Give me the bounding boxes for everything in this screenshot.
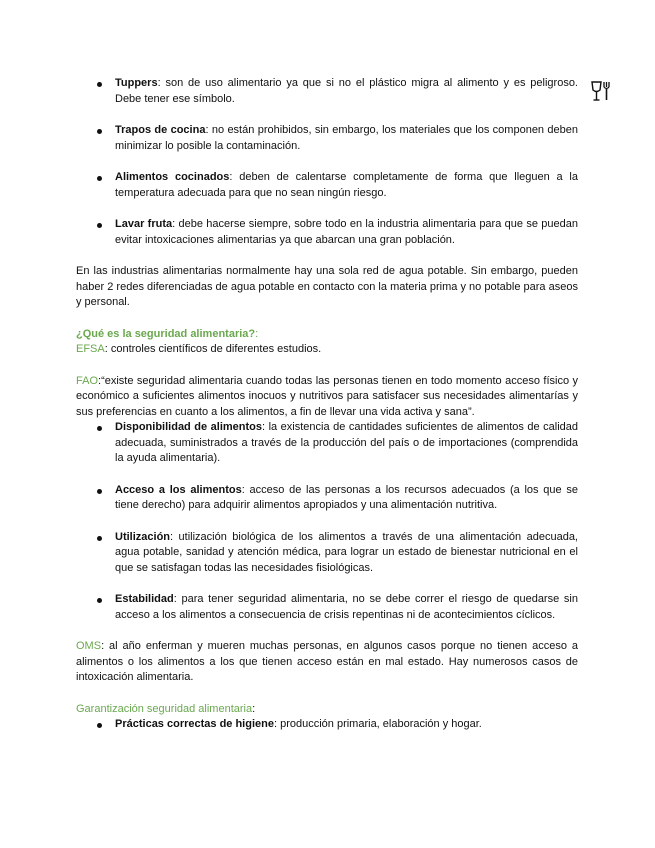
food-safe-glass-fork-icon xyxy=(589,79,613,103)
list-fao-dimensions xyxy=(76,420,578,623)
list-item: Estabilidad: para tener seguridad alimentaria, no se debe correr el riesgo de quedarse sin acceso a los alimentos a consecuencia de crisis repentinas ni de acontecimientos cíclicos. xyxy=(76,592,578,623)
list-garantizacion xyxy=(76,717,578,733)
paragraph-efsa: EFSA: controles científicos de diferentes estudios. xyxy=(76,343,322,355)
list-item: Trapos de cocina: no están prohibidos, sin embargo, los materiales que los componen deben minimizar lo posible la contaminación. xyxy=(76,123,578,154)
list-kitchen-items xyxy=(76,76,578,248)
paragraph-fao: FAO:“existe seguridad alimentaria cuando todas las personas tienen en todo momento acceso físico y económico a suficientes alimentos inocuos y nutritivos para satisfacer sus necesidades alimentarías y sus preferencias en cuanto a los alimentos, a fin de llevar una vida activa y sana”. xyxy=(76,374,578,418)
paragraph-oms: OMS: al año enferman y mueren muchas personas, en algunos casos porque no tienen acceso a alimentos o los alimentos a los que tienen acceso están en mal estado. Hay numerosos casos de intoxicación alimentaria. xyxy=(76,640,578,683)
document-page xyxy=(76,76,578,733)
heading-garantizacion: Garantización seguridad alimentaria: xyxy=(76,702,256,715)
list-item: Prácticas correctas de higiene: producción primaria, elaboración y hogar. xyxy=(76,717,578,733)
list-item: Alimentos cocinados: deben de calentarse completamente de forma que lleguen a la temperatura adecuada para que no sean ningún riesgo. xyxy=(76,170,578,201)
list-item: Lavar fruta: debe hacerse siempre, sobre todo en la industria alimentaria para que se puedan evitar intoxicaciones alimentarias ya que abarcan una gran población. xyxy=(76,217,578,248)
heading-seguridad-alimentaria: ¿Qué es la seguridad alimentaria?: xyxy=(76,327,259,340)
list-item: Acceso a los alimentos: acceso de las personas a los recursos adecuados (a los que se tiene derecho) para adquirir alimentos apropiados y una alimentación nutritiva. xyxy=(76,483,578,514)
list-item: Disponibilidad de alimentos: la existencia de cantidades suficientes de alimentos de calidad adecuada, suministrados a través de la producción del país o de importaciones (comprendida la ayuda alimentaria). xyxy=(76,420,578,467)
paragraph-water-networks: En las industrias alimentarias normalmente hay una sola red de agua potable. Sin embargo, pueden haber 2 redes diferenciadas de agua potable en contacto con la materia prima y no potable para aseos y personal. xyxy=(76,265,578,308)
list-item: Tuppers: son de uso alimentario ya que si no el plástico migra al alimento y es peligroso. Debe tener ese símbolo. xyxy=(76,76,578,107)
list-item: Utilización: utilización biológica de los alimentos a través de una alimentación adecuada, agua potable, sanidad y atención médica, para lograr un estado de bienestar nutricional en el que se satisfagan todas las necesidades fisiológicas. xyxy=(76,530,578,577)
